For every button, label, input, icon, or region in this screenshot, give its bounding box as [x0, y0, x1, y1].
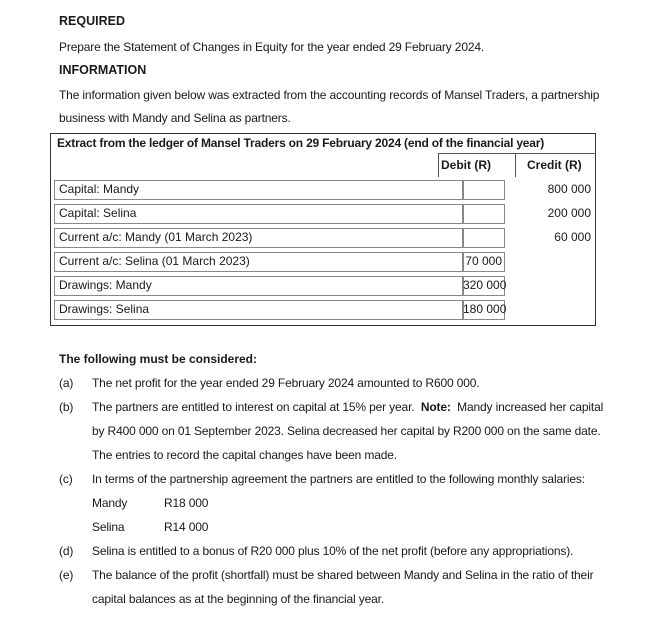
information-heading: INFORMATION	[59, 63, 147, 77]
debit-value: 180 000	[463, 302, 507, 316]
salary-amount-selina: R14 000	[164, 520, 209, 534]
item-e-line-2: capital balances as at the beginning of the financial year.	[92, 592, 385, 606]
col-header-credit: Credit (R)	[527, 158, 582, 172]
row-label-current-selina: Current a/c: Selina (01 March 2023)	[59, 254, 250, 268]
credit-value: 60 000	[554, 230, 591, 244]
debit-value: 320 000	[463, 278, 507, 292]
required-text: Prepare the Statement of Changes in Equity for the year ended 29 February 2024.	[59, 40, 485, 54]
title-underline-right	[438, 153, 596, 154]
item-b-line-1-end: Mandy increased her capital	[457, 400, 604, 414]
item-marker-e: (e)	[59, 568, 74, 582]
ledger-table-title: Extract from the ledger of Mansel Traders on 29 February 2024 (end of the financial year)	[57, 136, 545, 150]
item-e-line-1: The balance of the profit (shortfall) must be shared between Mandy and Selina in the ratio of their	[92, 568, 594, 582]
considerations-heading: The following must be considered:	[59, 352, 258, 366]
salary-amount-mandy: R18 000	[164, 496, 209, 510]
col-header-debit: Debit (R)	[441, 158, 491, 172]
debit-cell	[463, 228, 505, 248]
row-label-drawings-mandy: Drawings: Mandy	[59, 278, 152, 292]
header-divider	[515, 153, 516, 177]
header-divider-left	[438, 153, 439, 177]
item-b-line-1	[92, 400, 603, 414]
debit-cell	[463, 180, 505, 200]
credit-value: 200 000	[547, 206, 591, 220]
information-line-1: The information given below was extracted from the accounting records of Mansel Traders, a partnership	[59, 88, 600, 102]
debit-value: 70 000	[465, 254, 502, 268]
row-label-current-mandy: Current a/c: Mandy (01 March 2023)	[59, 230, 253, 244]
item-b-line-1-start: The partners are entitled to interest on capital at 15% per year.	[92, 400, 415, 414]
row-label-capital-selina: Capital: Selina	[59, 206, 137, 220]
item-b-line-2: by R400 000 on 01 September 2023. Selina decreased her capital by R200 000 on the same date.	[92, 424, 601, 438]
item-a-text: The net profit for the year ended 29 February 2024 amounted to R600 000.	[92, 376, 480, 390]
item-marker-b: (b)	[59, 400, 74, 414]
item-marker-a: (a)	[59, 376, 74, 390]
salary-name-mandy: Mandy	[92, 496, 128, 510]
item-marker-d: (d)	[59, 544, 74, 558]
credit-value: 800 000	[547, 182, 591, 196]
information-line-2: business with Mandy and Selina as partners.	[59, 111, 291, 125]
note-label: Note:	[420, 400, 451, 414]
row-label-capital-mandy: Capital: Mandy	[59, 182, 140, 196]
debit-cell	[463, 204, 505, 224]
item-c-text: In terms of the partnership agreement the partners are entitled to the following monthly salaries:	[92, 472, 585, 486]
item-marker-c: (c)	[59, 472, 73, 486]
row-label-drawings-selina: Drawings: Selina	[59, 302, 150, 316]
item-d-text: Selina is entitled to a bonus of R20 000 plus 10% of the net profit (before any appropriations).	[92, 544, 574, 558]
item-b-line-3: The entries to record the capital changes have been made.	[92, 448, 397, 462]
salary-name-selina: Selina	[92, 520, 125, 534]
required-heading: REQUIRED	[59, 14, 125, 28]
